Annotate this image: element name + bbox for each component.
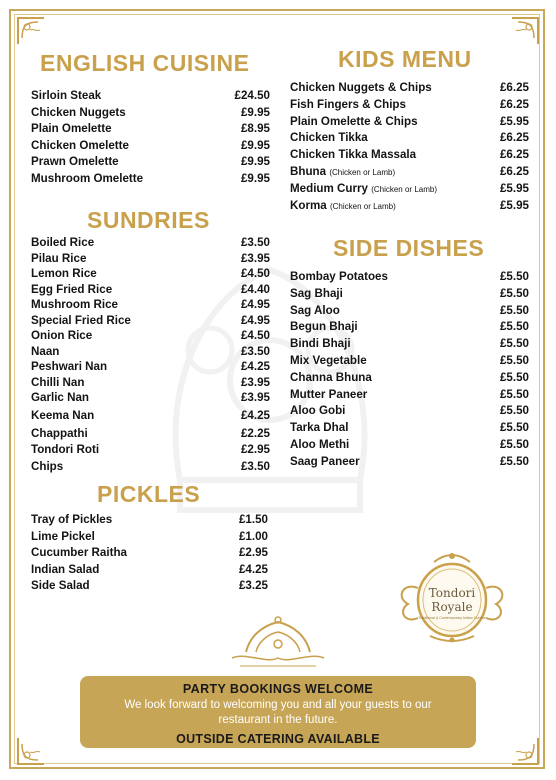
item-price: £3.50 [240, 236, 270, 249]
item-name: Naan [31, 344, 60, 358]
menu-item [31, 267, 270, 283]
item-name-wrap [290, 98, 406, 111]
sundries-heading: SUNDRIES [87, 207, 210, 233]
item-name: Saag Paneer [290, 454, 360, 468]
item-price: £4.25 [240, 360, 270, 373]
item-price: £3.95 [240, 251, 270, 265]
menu-item [290, 148, 529, 165]
item-price: £4.25 [240, 408, 270, 422]
item-price: £5.50 [499, 370, 529, 384]
menu-item [31, 122, 270, 139]
crown-ornament-icon [226, 612, 330, 672]
item-name: Egg Fried Rice [31, 282, 113, 296]
item-note: (Chicken or Lamb) [371, 184, 437, 194]
item-price: £3.95 [240, 375, 270, 389]
item-name: Sirloin Steak [31, 89, 102, 102]
item-name: Mushroom Rice [31, 298, 118, 311]
menu-item [31, 513, 268, 530]
pickles-heading: PICKLES [97, 481, 201, 507]
item-price: £5.50 [499, 437, 529, 451]
item-price: £5.50 [499, 454, 529, 468]
item-name: Chicken Nuggets & Chips [290, 81, 432, 94]
menu-item [290, 165, 529, 182]
menu-item [290, 131, 529, 148]
item-name: Bhuna [290, 164, 327, 178]
item-price: £5.95 [499, 181, 529, 195]
item-name: Sag Aloo [290, 303, 340, 317]
menu-item [31, 172, 270, 189]
item-price: £3.95 [240, 391, 270, 404]
item-price: £4.40 [240, 282, 270, 296]
item-price: £2.95 [240, 442, 270, 456]
menu-item [31, 236, 270, 252]
item-name: Mutter Paneer [290, 387, 368, 401]
item-name: Medium Curry [290, 181, 368, 195]
item-price: £6.25 [499, 97, 529, 111]
item-price: £4.50 [240, 267, 270, 280]
restaurant-logo [390, 548, 514, 648]
menu-item [31, 329, 270, 345]
party-bookings-banner [80, 676, 476, 748]
item-name: Tondori Roti [31, 442, 100, 456]
item-price: £1.00 [238, 529, 268, 543]
item-name: Begun Bhaji [290, 320, 358, 334]
menu-item [31, 89, 270, 106]
menu-item [290, 404, 529, 421]
item-price: £5.50 [499, 337, 529, 351]
banner-line-2: restaurant in the future. [218, 714, 338, 726]
item-price: £3.25 [238, 579, 268, 593]
menu-item [31, 460, 270, 476]
banner-line-1: We look forward to welcoming you and all your guests to our [124, 699, 432, 711]
item-price: £2.95 [238, 546, 268, 560]
item-price: £5.95 [499, 198, 529, 212]
item-name: Special Fried Rice [31, 313, 131, 327]
menu-item [31, 283, 270, 299]
item-price: £6.25 [499, 164, 529, 178]
item-name: Peshwari Nan [31, 360, 108, 373]
item-name: Garlic Nan [31, 391, 89, 404]
item-note: (Chicken or Lamb) [329, 201, 396, 211]
menu-item [31, 360, 270, 376]
item-price: £24.50 [234, 89, 270, 102]
logo-name-line2: Royale [431, 600, 473, 614]
english-cuisine-list [31, 89, 270, 189]
item-name: Fish Fingers & Chips [290, 97, 406, 111]
menu-item [290, 455, 529, 472]
menu-item [31, 579, 268, 596]
item-name: Chicken Tikka Massala [290, 148, 417, 162]
item-price: £5.50 [499, 270, 529, 283]
item-name: Plain Omelette & Chips [290, 114, 418, 128]
menu-item [31, 443, 270, 461]
item-name: Plain Omelette [31, 122, 112, 136]
menu-item [290, 115, 529, 132]
menu-item [31, 252, 270, 268]
item-name: Lemon Rice [31, 267, 97, 280]
item-price: £5.50 [499, 286, 529, 300]
menu-item [290, 182, 529, 199]
kids-menu-list [290, 81, 529, 215]
item-price: £4.25 [238, 562, 268, 576]
item-price: £4.50 [240, 329, 270, 342]
item-name: Tarka Dhal [290, 421, 349, 435]
item-name: Indian Salad [31, 562, 100, 576]
item-price: £3.50 [240, 460, 270, 473]
item-name: Prawn Omelette [31, 155, 119, 169]
item-name: Chips [31, 460, 64, 473]
menu-item [290, 98, 529, 115]
pickles-list [31, 513, 268, 596]
item-name: Mushroom Omelette [31, 171, 144, 185]
item-name: Tray of Pickles [31, 513, 113, 526]
item-name-wrap [290, 115, 418, 128]
item-name-wrap [290, 199, 396, 212]
item-name: Chicken Tikka [290, 131, 368, 145]
item-name: Mix Vegetable [290, 353, 367, 367]
item-name: Chilli Nan [31, 375, 85, 389]
side-dishes-list [290, 270, 529, 472]
item-name: Lime Pickel [31, 529, 95, 543]
item-name: Chappathi [31, 426, 88, 440]
menu-item [290, 81, 529, 98]
menu-item [290, 354, 529, 371]
banner-footer: OUTSIDE CATERING AVAILABLE [176, 732, 380, 746]
menu-item [290, 388, 529, 405]
item-price: £5.50 [499, 320, 529, 334]
item-name: Aloo Methi [290, 437, 350, 451]
item-name-wrap [290, 165, 395, 178]
item-price: £4.95 [240, 313, 270, 327]
logo-name-line1: Tondori [428, 586, 476, 600]
english-cuisine-heading: ENGLISH CUISINE [40, 50, 250, 76]
item-price: £5.95 [499, 114, 529, 128]
item-name: Side Salad [31, 579, 90, 593]
menu-item [290, 199, 529, 216]
item-name: Aloo Gobi [290, 404, 346, 418]
item-name: Chicken Omelette [31, 138, 129, 152]
corner-ornament-icon [510, 16, 540, 46]
item-price: £6.25 [499, 81, 529, 94]
item-price: £5.50 [499, 387, 529, 401]
item-name: Channa Bhuna [290, 370, 372, 384]
item-note: (Chicken or Lamb) [329, 167, 396, 177]
item-name-wrap [290, 131, 368, 144]
item-name: Keema Nan [31, 408, 95, 422]
item-price: £5.50 [499, 404, 529, 418]
item-name: Onion Rice [31, 329, 93, 342]
menu-item [290, 320, 529, 337]
item-name-wrap [290, 148, 416, 161]
item-name: Boiled Rice [31, 236, 95, 249]
menu-item [31, 530, 268, 547]
item-price: £9.95 [240, 155, 270, 169]
item-price: £9.95 [240, 105, 270, 119]
menu-item [290, 337, 529, 354]
item-price: £6.25 [499, 148, 529, 162]
corner-ornament-icon [510, 736, 540, 766]
banner-heading: PARTY BOOKINGS WELCOME [182, 682, 374, 696]
menu-item [290, 304, 529, 321]
menu-item [290, 438, 529, 455]
menu-item [31, 155, 270, 172]
item-name: Bombay Potatoes [290, 270, 388, 283]
menu-item [31, 106, 270, 123]
item-name: Chicken Nuggets [31, 105, 126, 119]
menu-item [31, 298, 270, 314]
menu-item [31, 427, 270, 443]
item-name: Cucumber Raitha [31, 546, 127, 560]
logo-tagline: Traditional & Contemporary Indian Cuisine [418, 616, 486, 620]
item-price: £2.25 [240, 426, 270, 440]
item-price: £5.50 [499, 303, 529, 317]
menu-item [31, 563, 268, 580]
menu-item [31, 314, 270, 330]
corner-ornament-icon [16, 16, 46, 46]
item-name: Bindi Bhaji [290, 337, 351, 351]
corner-ornament-icon [16, 736, 46, 766]
item-price: £6.25 [499, 131, 529, 145]
item-price: £4.95 [240, 298, 270, 311]
item-price: £5.50 [499, 353, 529, 367]
menu-item [290, 371, 529, 388]
item-price: £9.95 [240, 171, 270, 185]
item-price: £8.95 [240, 122, 270, 136]
item-price: £3.50 [240, 344, 270, 358]
menu-item [31, 391, 270, 409]
item-name: Sag Bhaji [290, 286, 343, 300]
menu-item [31, 345, 270, 361]
item-price: £1.50 [238, 513, 268, 526]
item-name-wrap [290, 81, 432, 94]
menu-item [290, 421, 529, 438]
item-name-wrap [290, 182, 437, 195]
item-price: £9.95 [240, 138, 270, 152]
side-dishes-heading: SIDE DISHES [333, 235, 485, 261]
kids-menu-heading: KIDS MENU [338, 46, 472, 72]
menu-item [31, 409, 270, 427]
menu-item [31, 376, 270, 392]
menu-item [31, 139, 270, 156]
menu-item [290, 287, 529, 304]
item-name: Pilau Rice [31, 251, 87, 265]
menu-item [290, 270, 529, 287]
item-price: £5.50 [499, 421, 529, 435]
menu-item [31, 546, 268, 563]
sundries-list [31, 236, 270, 476]
item-name: Korma [290, 198, 327, 212]
